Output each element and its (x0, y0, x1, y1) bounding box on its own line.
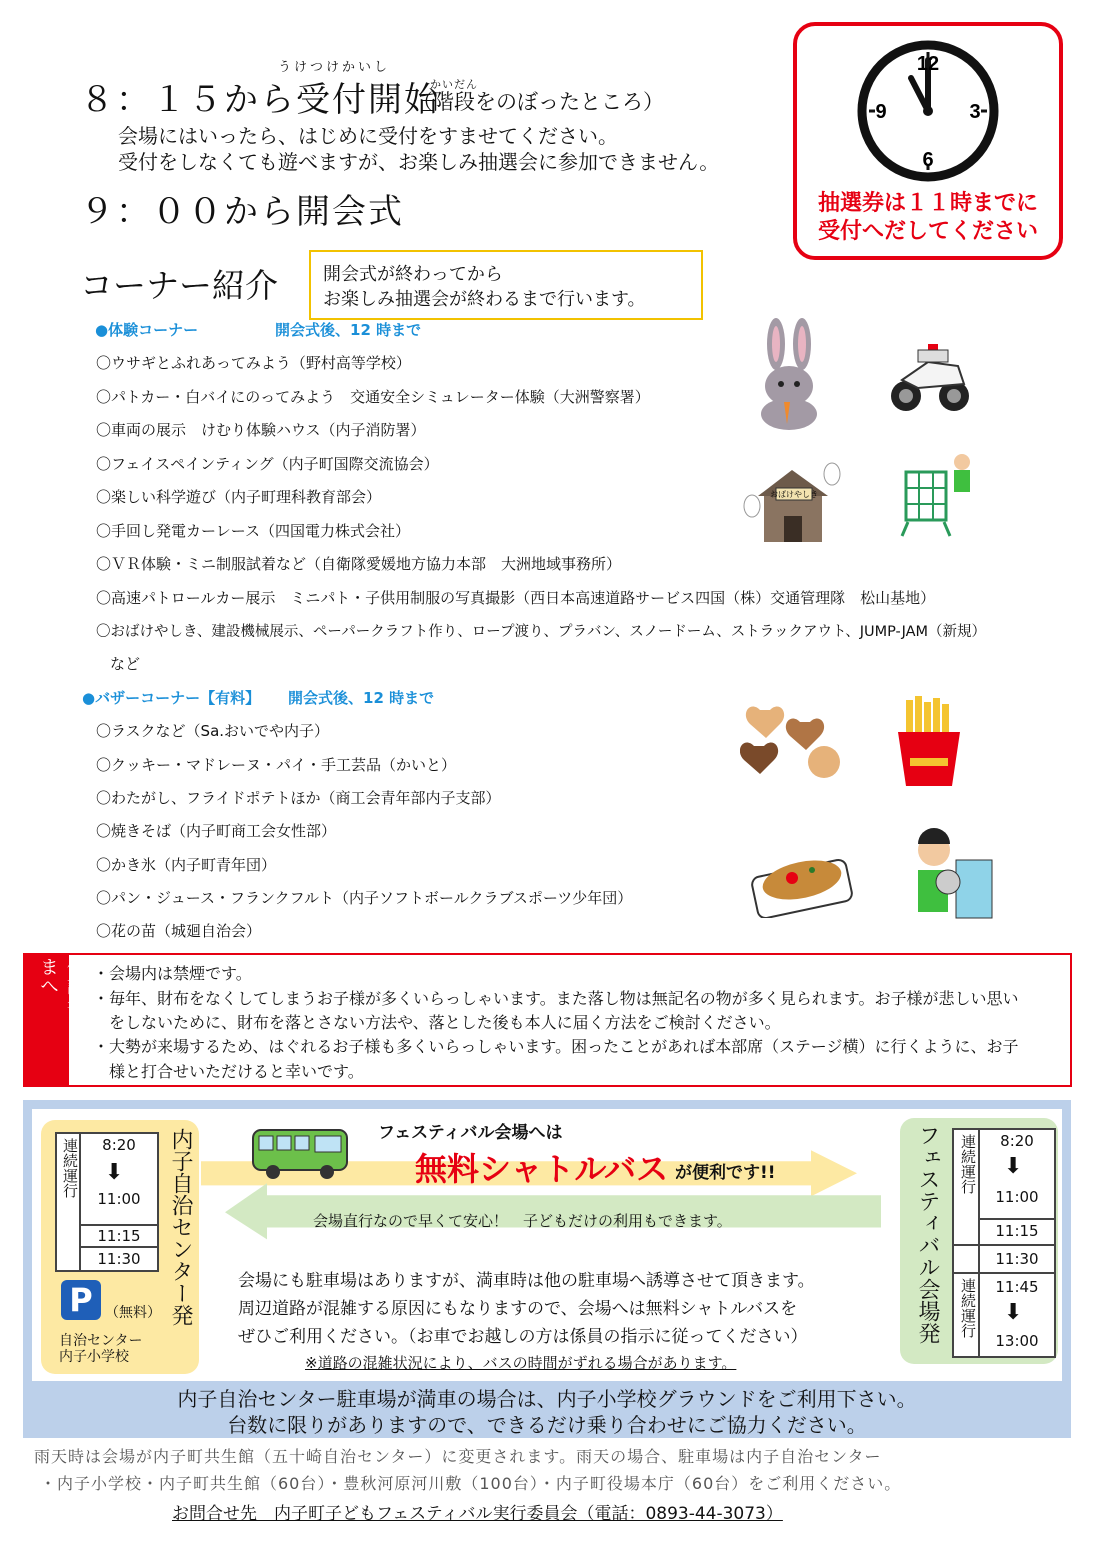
right-time: 11:15 (995, 1222, 1039, 1240)
bazaar-item: 〇ラスクなど（Sa.おいでや内子） (96, 722, 330, 740)
kaidan-ruby: かいだん (430, 78, 478, 91)
bazaar-time: 開会式後、12 時まで (288, 689, 435, 707)
french-fries-icon (896, 696, 966, 788)
rain-line-2: ・内子小学校・内子町共生館（60台）・豊秋河原河川敷（100台）・内子町役場本庁（60台）をご利用ください。 (40, 1474, 902, 1493)
guardian-label: 保護者の皆さまへ (37, 957, 86, 1071)
shaved-ice-icon (908, 826, 998, 926)
clock-num-3: 3 (969, 101, 981, 123)
bus-icon (251, 1126, 351, 1182)
corner-note-line-2: お楽しみ抽選会が終わるまで行います。 (323, 289, 646, 310)
clock-notice-line-1: 抽選券は１１時までに (817, 191, 1038, 216)
experience-label: ●体験コーナー (95, 321, 199, 339)
bus-headline-tail: が便利です!! (675, 1163, 776, 1183)
experience-item: 〇パトカー・白バイにのってみよう 交通安全シミュレーター体験（大洲警察署） (96, 388, 650, 406)
right-time: 11:00 (995, 1188, 1039, 1206)
guardian-line: ・大勢が来場するため、はぐれるお子様も多くいらっしゃいます。困ったことがあれば本部席（ステージ横）に行くように、お子 (93, 1037, 1019, 1056)
guardian-line: ・会場内は禁煙です。 (93, 964, 252, 983)
reception-line-1: 会場にはいったら、はじめに受付をすませてください。 (118, 124, 618, 148)
right-time: 11:45 (995, 1278, 1039, 1296)
bazaar-item: 〇焼きそば（内子町商工会女性部） (96, 822, 337, 840)
corner-note-line-1: 開会式が終わってから (323, 264, 503, 285)
experience-item: 〇ＶＲ体験・ミニ制服試着など（自衛隊愛媛地方協力本部 大洲地域事務所） (96, 555, 622, 573)
guardian-notice (23, 953, 1072, 1087)
reception-note: （階段をのぼったところ） (412, 90, 664, 114)
right-time: 8:20 (1000, 1132, 1034, 1150)
corner-note-box (309, 250, 703, 320)
experience-item: 〇高速パトロールカー展示 ミニパト・子供用制服の写真撮影（西日本高速道路サービス四国（株）交通管理隊 松山基地） (96, 589, 936, 607)
parking-line-1: 内子自治センター駐車場が満車の場合は、内子小学校グラウンドをご利用下さい。 (177, 1387, 917, 1411)
bazaar-item: 〇わたがし、フライドポテトほか（商工会青年部内子支部） (96, 789, 501, 807)
right-arrow-down-icon: ⬇ (1004, 1154, 1023, 1179)
bazaar-item: 〇パン・ジュース・フランクフルト（内子ソフトボールクラブスポーツ少年団） (96, 889, 633, 907)
bus-headline-big: 無料シャトルバス (415, 1150, 669, 1188)
clock-num-12: 12 (916, 53, 940, 75)
bus-desc-line: ぜひご利用ください。（お車でお越しの方は係員の指示に従ってください） (238, 1327, 808, 1347)
police-motorcycle-icon (888, 336, 972, 416)
rain-line-1: 雨天時は会場が内子町共生館（五十崎自治センター）に変更されます。雨天の場合、駐車場は内子自治センター (34, 1447, 882, 1466)
parking-place-1: 自治センター (59, 1333, 143, 1349)
guardian-line: をしないために、財布を落とさない方法や、落とした後も本人に届く方法をご検討ください。 (93, 1013, 781, 1032)
right-arrow-down-icon-2: ⬇ (1004, 1300, 1023, 1325)
contact-info: お問合せ先 内子町子どもフェスティバル実行委員会（電話：0893-44-3073） (172, 1504, 783, 1524)
clock-num-9: 9 (875, 101, 887, 123)
experience-item: など (110, 655, 141, 673)
parking-icon: P (61, 1280, 101, 1320)
experience-item: 〇フェイスペインティング（内子町国際交流協会） (96, 455, 439, 473)
guardian-line: 様と打合せいただけると幸いです。 (93, 1062, 364, 1081)
left-timetable (55, 1132, 159, 1272)
opening-time: ９：００から開会式 (80, 192, 404, 232)
experience-item: 〇おばけやしき、建設機械展示、ペーパークラフト作り、ロープ渡り、プラバン、スノードーム、ストラックアウト、JUMP-JAM（新規） (96, 624, 987, 640)
haunted-house-sign: おばけやしき (770, 490, 818, 499)
parking-free: （無料） (105, 1305, 161, 1321)
bus-note: ※道路の混雑状況により、バスの時間がずれる場合があります。 (305, 1354, 737, 1372)
haunted-house-icon (742, 462, 844, 548)
left-time: 11:00 (97, 1190, 141, 1208)
route-arrow-text: 会場直行なので早くて安心！ 子どもだけの利用もできます。 (313, 1212, 732, 1230)
bus-desc-line: 周辺道路が混雑する原因にもなりますので、会場へは無料シャトルバスを (238, 1299, 798, 1319)
left-loop-label: 連続運行 (61, 1138, 79, 1198)
bus-desc-line: 会場にも駐車場はありますが、満車時は他の駐車場へ誘導させて頂きます。 (238, 1271, 815, 1291)
right-loop-label-2: 連続運行 (959, 1278, 977, 1338)
reception-ruby: うけつけかいし (278, 60, 391, 75)
bazaar-label: ●バザーコーナー【有料】 (82, 689, 261, 707)
left-departure-panel (41, 1120, 199, 1374)
right-time: 13:00 (995, 1332, 1039, 1350)
corner-title: コーナー紹介 (80, 266, 278, 305)
cookies-icon (740, 700, 850, 780)
left-panel-title: 内子自治センター発 (168, 1128, 193, 1326)
shuttle-bus-section (23, 1100, 1071, 1438)
experience-item: 〇楽しい科学遊び（内子町理科教育部会） (96, 488, 382, 506)
bus-headline-small: フェスティバル会場へは (378, 1123, 563, 1143)
left-time: 11:15 (97, 1227, 141, 1245)
guardian-line: ・毎年、財布をなくしてしまうお子様が多くいらっしゃいます。また落し物は無記名の物が多く見られます。お子様が悲しい思い (93, 989, 1019, 1008)
right-panel-title: フェスティバル会場発 (915, 1124, 940, 1344)
bazaar-item: 〇花の苗（城廻自治会） (96, 922, 262, 940)
experience-item: 〇手回し発電カーレース（四国電力株式会社） (96, 522, 410, 540)
right-loop-label-1: 連続運行 (959, 1134, 977, 1194)
experience-item: 〇ウサギとふれあってみよう（野村高等学校） (96, 354, 411, 372)
experience-time: 開会式後、12 時まで (275, 321, 422, 339)
parking-line-2: 台数に限りがありますので、できるだけ乗り合わせにご協力ください。 (227, 1413, 867, 1437)
clock-notice-box (793, 22, 1063, 260)
right-time: 11:30 (995, 1250, 1039, 1268)
left-arrow-down-icon: ⬇ (105, 1160, 124, 1185)
rabbit-illustration-icon (750, 318, 830, 430)
left-time: 11:30 (97, 1250, 141, 1268)
clock-num-6: 6 (922, 149, 934, 171)
yakisoba-icon (750, 838, 854, 918)
parking-place-2: 内子小学校 (59, 1349, 129, 1365)
experience-item: 〇車両の展示 けむり体験ハウス（内子消防署） (96, 421, 426, 439)
right-departure-panel (900, 1118, 1058, 1364)
left-time: 8:20 (102, 1136, 136, 1154)
reception-line-2: 受付をしなくても遊べますが、お楽しみ抽選会に参加できません。 (118, 150, 720, 174)
struck-out-game-icon (896, 450, 982, 540)
bazaar-item: 〇クッキー・マドレーヌ・パイ・手工芸品（かいと） (96, 756, 457, 774)
right-timetable (952, 1128, 1056, 1358)
clock-notice-line-2: 受付へだしてください (817, 219, 1038, 244)
bazaar-item: 〇かき氷（内子町青年団） (96, 856, 277, 874)
reception-time: ８：１５から受付開始 (80, 80, 440, 120)
clock-icon (797, 26, 1059, 186)
